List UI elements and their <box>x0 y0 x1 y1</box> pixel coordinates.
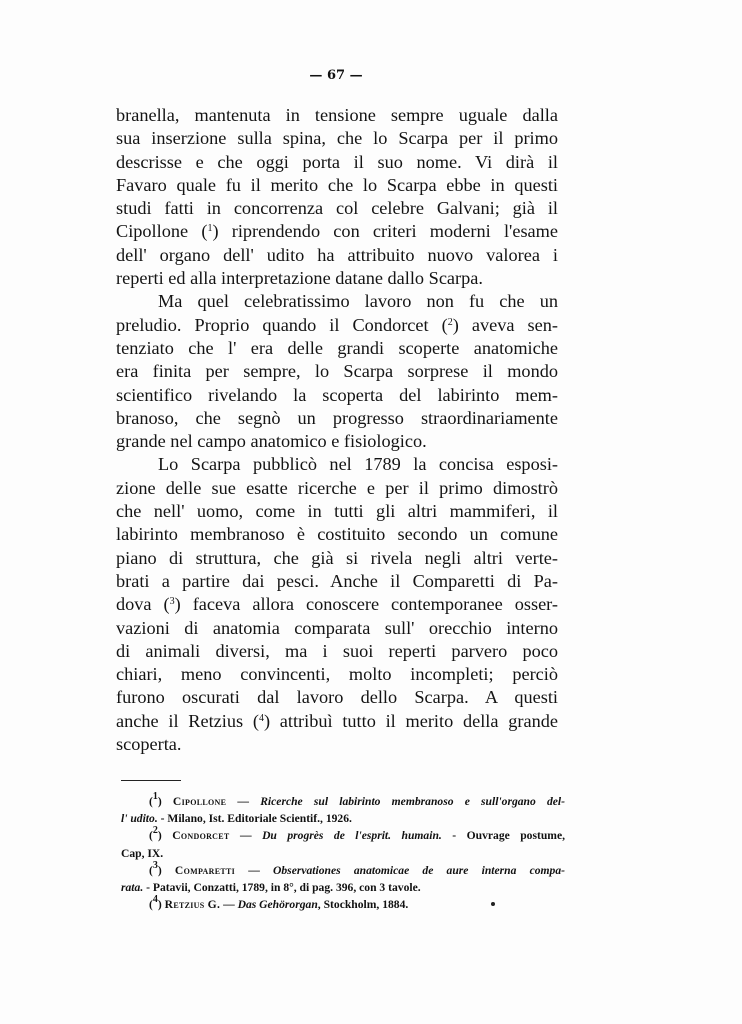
text-run: ) aveva sen- <box>452 314 558 335</box>
text-run: Cipollone ( <box>116 221 208 242</box>
text-line: di animali diversi, ma i suoi reperti parvero poco <box>116 640 558 661</box>
footnote-ref-4[interactable]: 4 <box>258 712 264 724</box>
text-run: ) faceva allora conoscere contemporanee osser- <box>174 594 558 615</box>
text-line <box>116 710 558 733</box>
text-line: zione delle sue esatte ricerche e per il primo dimostrò <box>116 477 558 498</box>
footnote-mark: 3 <box>152 859 158 871</box>
footnote-ref-2[interactable]: 2 <box>447 316 453 328</box>
footnote-mark: 2 <box>152 825 158 837</box>
text-line <box>116 220 558 243</box>
footnote-publication: , Stockholm, 1884. <box>317 898 409 912</box>
text-line: furono oscurati dal lavoro dello Scarpa. A questi <box>116 687 558 708</box>
text-line: Favaro quale fu il merito che lo Scarpa ebbe in questi <box>116 174 558 195</box>
text-line <box>116 314 558 337</box>
footnote-2: ($^2$) Condorcet — Du progrès de l'esprit. humain. - Ouvrage postume, <box>149 825 565 843</box>
footnote-author: Cipollone <box>172 795 227 808</box>
footnote-publication: - Patavii, Conzatti, 1789, in 8°, di pag. 396, con 3 tavole. <box>143 880 421 894</box>
dash: — <box>220 898 238 912</box>
footnote-2-cont <box>121 845 565 862</box>
dash: — <box>235 863 274 877</box>
text-line: che nell' uomo, come in tutti gli altri mammiferi, il <box>116 501 558 522</box>
dash: — <box>226 795 261 808</box>
text-line: scientifico rivelando la scoperta del labirinto mem- <box>116 384 558 405</box>
text-run: ) riprendendo con criteri moderni l'esame <box>212 221 559 242</box>
text-line: descrisse e che oggi porta il suo nome. Vi dirà il <box>116 151 558 172</box>
footnote-publication: Cap, IX. <box>121 846 164 860</box>
text-line: Lo Scarpa pubblicò nel 1789 la concisa esposi- <box>158 454 558 475</box>
footnote-title: Observationes anatomicae de aure interna compa- <box>273 863 566 877</box>
text-line: scoperta. <box>116 734 182 755</box>
text-line: chiari, meno convincenti, molto incompleti; perciò <box>116 664 558 685</box>
footnote-title: Ricerche sul labirinto membranoso e sull'organo del- <box>260 795 565 808</box>
text-line: dell' organo dell' udito ha attribuito nuovo valorea i <box>116 244 558 265</box>
footnote-ref-1[interactable]: 1 <box>207 223 213 235</box>
ink-speck <box>491 902 495 906</box>
text-line: piano di struttura, che già si rivela negli altri verte- <box>116 547 558 568</box>
footnote-separator <box>121 780 181 781</box>
text-line: era finita per sempre, lo Scarpa sorprese il mondo <box>116 361 558 382</box>
text-line: Ma quel celebratissimo lavoro non fu che un <box>158 291 558 312</box>
footnote-3-cont <box>121 879 565 896</box>
text-line: studi fatti in concorrenza col celebre Galvani; già il <box>116 198 558 219</box>
body-text <box>116 104 558 756</box>
footnote-title: rata. <box>121 880 144 894</box>
footnotes <box>121 793 565 913</box>
text-line <box>116 593 558 616</box>
footnote-1: ($^1$) Cipollone — Ricerche sul labirinto membranoso e sull'organo del- <box>149 791 565 808</box>
footnote-ref-3[interactable]: 3 <box>169 596 175 608</box>
text-line: branoso, che segnò un progresso straordinariamente <box>116 407 558 428</box>
text-line: reperti ed alla interpretazione datane dallo Scarpa. <box>116 268 483 289</box>
text-line: branella, mantenuta in tensione sempre uguale dalla <box>116 105 558 125</box>
page-number: — 67 — <box>309 68 363 83</box>
footnote-author: Condorcet <box>172 829 230 843</box>
footnote-author: Comparetti <box>174 863 236 877</box>
text-line: grande nel campo anatomico e fisiologico. <box>116 431 427 452</box>
text-run: anche il Retzius ( <box>116 710 259 731</box>
dash: — <box>229 829 263 843</box>
text-line: vazioni di anatomia comparata sull' orecchio interno <box>116 617 558 638</box>
footnote-mark: 4 <box>152 894 158 906</box>
text-line: labirinto membranoso è costituito secondo un comune <box>116 524 558 545</box>
footnote-author: Retzius G. <box>164 898 221 912</box>
text-line: brati a partire dai pesci. Anche il Comparetti di Pa- <box>116 570 558 591</box>
text-line: tenziato che l' era delle grandi scoperte anatomiche <box>116 337 558 358</box>
footnote-3: ($^3$) Comparetti — Observationes anatomicae de aure interna compa- <box>149 859 566 877</box>
text-line: sua inserzione sulla spina, che lo Scarpa per il primo <box>116 128 558 149</box>
text-run: ) attribuì tutto il merito della grande <box>263 710 558 731</box>
footnote-4: ($^4$) Retzius G. — Das Gehörorgan, Stockholm, 1884. <box>149 894 409 912</box>
footnote-title: Das Gehörorgan <box>237 898 318 912</box>
footnote-publication: - Milano, Ist. Editoriale Scientif., 1926. <box>157 812 352 826</box>
text-run: dova ( <box>116 594 170 615</box>
footnote-title: Du progrès de l'esprit. humain. <box>262 829 442 843</box>
footnote-title: l' udito. <box>121 812 158 826</box>
footnote-mark: 1 <box>152 791 158 802</box>
text-run: preludio. Proprio quando il Condorcet ( <box>116 314 448 335</box>
footnote-1-cont <box>121 810 565 827</box>
footnote-publication: - Ouvrage postume, <box>441 829 565 843</box>
